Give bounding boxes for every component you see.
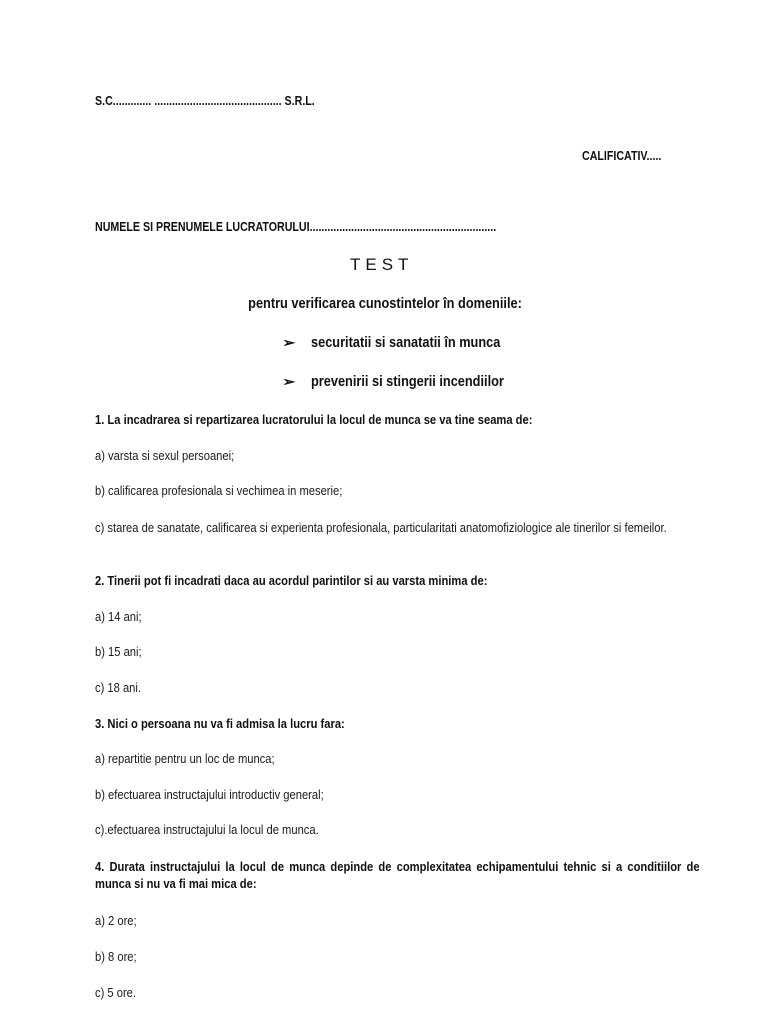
answer-4b: b) 8 ore;	[95, 949, 137, 964]
answer-1b: b) calificarea profesionala si vechimea in meserie;	[95, 483, 343, 498]
answer-1a: a) varsta si sexul persoanei;	[95, 448, 235, 463]
arrow-bullet-icon: ➢	[282, 374, 296, 389]
calificativ-field: CALIFICATIV.....	[582, 148, 662, 163]
question-1: 1. La incadrarea si repartizarea lucratorului la locul de munca se va tine seama de:	[95, 412, 533, 427]
question-4-text: 4. Durata instructajului la locul de munca depinde de complexitatea echipamentului tehnic si a conditiilor de munca si nu va fi mai mica de:	[95, 859, 700, 891]
domain-item-psi	[282, 374, 530, 390]
answer-4a: a) 2 ore;	[95, 913, 137, 928]
answer-1c-text: c) starea de sanatate, calificarea si experienta profesionala, particularitati anatomofiziologice ale tinerilor si femeilor.	[95, 520, 667, 535]
answer-2a: a) 14 ani;	[95, 609, 142, 624]
answer-3b: b) efectuarea instructajului introductiv general;	[95, 787, 324, 802]
domain-item-ssm	[282, 335, 526, 351]
domain-label: securitatii si sanatatii în munca	[311, 335, 501, 351]
test-title: TEST	[350, 255, 414, 274]
company-line: S.C............. ........................................... S.R.L.	[95, 93, 315, 108]
question-3: 3. Nici o persoana nu va fi admisa la lucru fara:	[95, 716, 345, 731]
worker-name-line: NUMELE SI PRENUMELE LUCRATORULUI...............................................................	[95, 219, 497, 234]
answer-3c: c).efectuarea instructajului la locul de munca.	[95, 822, 319, 837]
answer-3a: a) repartitie pentru un loc de munca;	[95, 751, 275, 766]
answer-2b: b) 15 ani;	[95, 644, 142, 659]
answer-2c: c) 18 ani.	[95, 680, 141, 695]
question-4	[95, 858, 700, 892]
test-subtitle: pentru verificarea cunostintelor în domeniile:	[248, 296, 522, 312]
answer-1c	[95, 519, 700, 536]
domain-label: prevenirii si stingerii incendiilor	[311, 374, 504, 390]
question-2: 2. Tinerii pot fi incadrati daca au acordul parintilor si au varsta minima de:	[95, 573, 488, 588]
arrow-bullet-icon: ➢	[282, 335, 296, 350]
answer-4c: c) 5 ore.	[95, 985, 137, 1000]
